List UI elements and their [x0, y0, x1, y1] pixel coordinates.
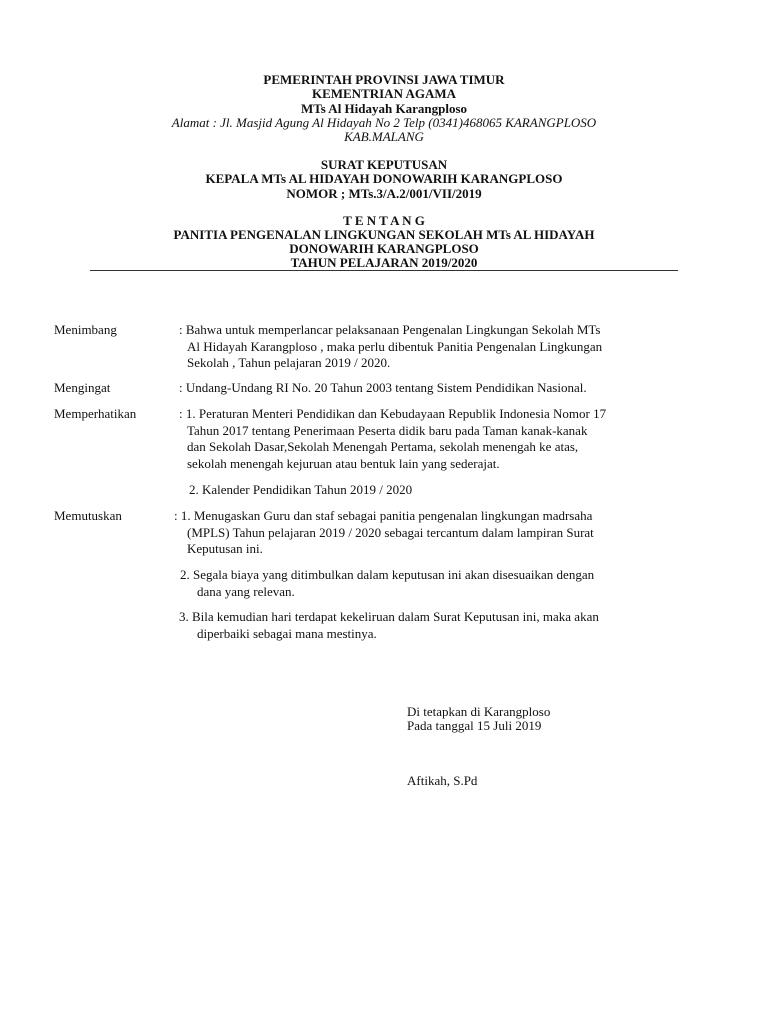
- memutuskan-item-1-line-3: Keputusan ini.: [187, 541, 263, 556]
- header-city: KAB.MALANG: [344, 129, 424, 144]
- label-memperhatikan: Memperhatikan: [54, 406, 137, 421]
- memperhatikan-line-3: dan Sekolah Dasar,Sekolah Menengah Pertama, sekolah menengah ke atas,: [187, 439, 579, 454]
- header-ministry: KEMENTRIAN AGAMA: [311, 86, 457, 101]
- title-decree: SURAT KEPUTUSAN: [320, 157, 448, 172]
- subject-heading: T E N T A N G: [343, 213, 425, 228]
- memperhatikan-item-2: 2. Kalender Pendidikan Tahun 2019 / 2020: [189, 482, 413, 497]
- subject-line-2: DONOWARIH KARANGPLOSO: [289, 241, 479, 256]
- memutuskan-item-2-line-1: 2. Segala biaya yang ditimbulkan dalam keputusan ini akan disesuaikan dengan: [180, 567, 595, 582]
- header-address: Alamat : Jl. Masjid Agung Al Hidayah No 2 Telp (0341)468065 KARANGPLOSO: [171, 115, 597, 130]
- menimbang-line-3: Sekolah , Tahun pelajaran 2019 / 2020.: [187, 355, 391, 370]
- signature-name: Aftikah, S.Pd: [407, 773, 478, 788]
- label-mengingat: Mengingat: [54, 380, 111, 395]
- memutuskan-item-2-line-2: dana yang relevan.: [197, 583, 295, 599]
- header-government: PEMERINTAH PROVINSI JAWA TIMUR: [263, 72, 505, 87]
- title-number: NOMOR ; MTs.3/A.2/001/VII/2019: [286, 186, 482, 201]
- memutuskan-item-3-line-1: 3. Bila kemudian hari terdapat kekeliruan dalam Surat Keputusan ini, maka akan: [179, 609, 599, 624]
- header-school: MTs Al Hidayah Karangploso: [300, 101, 468, 116]
- subject-line-3: TAHUN PELAJARAN 2019/2020: [290, 255, 478, 270]
- subject-line-1: PANITIA PENGENALAN LINGKUNGAN SEKOLAH MTs AL HIDAYAH: [173, 227, 595, 242]
- signature-place: Di tetapkan di Karangploso: [407, 704, 551, 719]
- label-memutuskan: Memutuskan: [54, 508, 122, 523]
- menimbang-line-1: : Bahwa untuk memperlancar pelaksanaan Pengenalan Lingkungan Sekolah MTs: [179, 322, 601, 337]
- memutuskan-item-3-line-2: diperbaiki sebagai mana mestinya.: [197, 625, 377, 641]
- title-head: KEPALA MTs AL HIDAYAH DONOWARIH KARANGPLOSO: [205, 171, 563, 186]
- memperhatikan-line-4: sekolah menengah kejuruan atau bentuk lain yang sederajat.: [187, 455, 500, 471]
- memutuskan-item-1-line-2: (MPLS) Tahun pelajaran 2019 / 2020 sebagai tercantum dalam lampiran Surat: [187, 524, 594, 540]
- memperhatikan-line-1: : 1. Peraturan Menteri Pendidikan dan Kebudayaan Republik Indonesia Nomor 17: [179, 406, 607, 421]
- header-divider: [90, 270, 678, 271]
- memperhatikan-line-2: Tahun 2017 tentang Penerimaan Peserta didik baru pada Taman kanak-kanak: [187, 422, 588, 438]
- menimbang-line-2: Al Hidayah Karangploso , maka perlu dibentuk Panitia Pengenalan Lingkungan: [187, 338, 603, 354]
- label-menimbang: Menimbang: [54, 322, 117, 337]
- signature-date: Pada tanggal 15 Juli 2019: [407, 718, 542, 733]
- memutuskan-item-1-line-1: : 1. Menugaskan Guru dan staf sebagai panitia pengenalan lingkungan madrsaha: [174, 508, 593, 523]
- mengingat-line-1: : Undang-Undang RI No. 20 Tahun 2003 tentang Sistem Pendidikan Nasional.: [179, 380, 587, 395]
